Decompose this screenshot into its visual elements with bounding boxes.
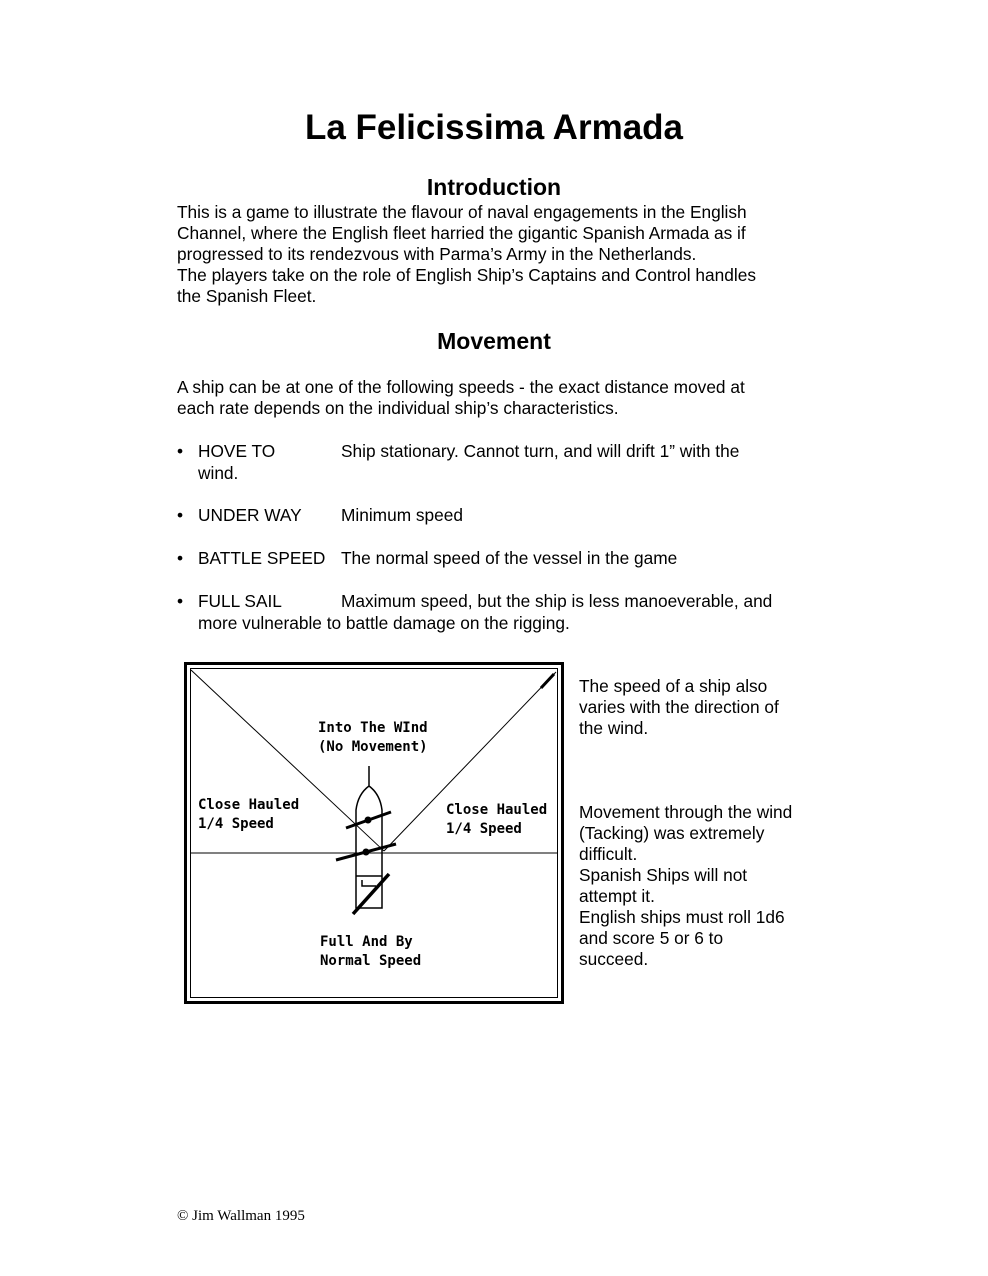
wind-direction-diagram	[184, 662, 564, 1004]
label-quarter-speed-right: 1/4 Speed	[446, 821, 522, 837]
note-line: The speed of a ship also	[579, 676, 768, 696]
label-quarter-speed-left: 1/4 Speed	[198, 816, 274, 832]
movement-intro-line: each rate depends on the individual ship’s characteristics.	[177, 398, 619, 418]
speed-description: Ship stationary. Cannot turn, and will drift 1” with the	[341, 441, 740, 461]
introduction-line: Channel, where the English fleet harried the gigantic Spanish Armada as if	[177, 223, 746, 243]
movement-intro-line: A ship can be at one of the following speeds - the exact distance moved at	[177, 377, 745, 397]
speed-description-continued: wind.	[198, 462, 239, 483]
introduction-line: the Spanish Fleet.	[177, 286, 317, 306]
speed-description: Maximum speed, but the ship is less manoeverable, and	[341, 591, 773, 611]
tacking-note	[579, 802, 819, 970]
introduction-line: This is a game to illustrate the flavour of naval engagements in the English	[177, 202, 747, 222]
introduction-heading: Introduction	[426, 174, 562, 200]
note-line: and score 5 or 6 to	[579, 928, 724, 948]
movement-heading: Movement	[437, 328, 551, 354]
label-no-movement: (No Movement)	[318, 739, 428, 755]
speed-item-battle-speed	[177, 548, 817, 570]
note-line: difficult.	[579, 844, 638, 864]
bullet-icon: •	[177, 441, 184, 461]
speed-description: Minimum speed	[341, 505, 463, 525]
speed-term: BATTLE SPEED	[198, 548, 326, 568]
note-line: Spanish Ships will not	[579, 865, 748, 885]
introduction-line: The players take on the role of English Ship’s Captains and Control handles	[177, 265, 756, 285]
note-line: English ships must roll 1d6	[579, 907, 785, 927]
note-line: Movement through the wind	[579, 802, 793, 822]
label-normal-speed: Normal Speed	[320, 953, 422, 969]
note-line: varies with the direction of	[579, 697, 779, 717]
speed-item-full-sail	[177, 591, 817, 634]
note-line: succeed.	[579, 949, 649, 969]
page-title: La Felicissima Armada	[304, 108, 684, 147]
note-line: (Tacking) was extremely	[579, 823, 765, 843]
label-close-hauled-right: Close Hauled	[446, 802, 548, 818]
note-line: attempt it.	[579, 886, 655, 906]
speed-term: HOVE TO	[198, 441, 276, 461]
speed-description-continued: more vulnerable to battle damage on the rigging.	[198, 612, 570, 633]
copyright-footer: © Jim Wallman 1995	[177, 1208, 305, 1224]
speed-item-under-way	[177, 505, 817, 527]
wind-arrow-head	[541, 674, 554, 688]
note-line: the wind.	[579, 718, 649, 738]
ship-icon	[336, 766, 396, 914]
speed-item-hove-to	[177, 441, 817, 484]
bullet-icon: •	[177, 505, 184, 525]
introduction-line: progressed to its rendezvous with Parma’s Army in the Netherlands.	[177, 244, 697, 264]
label-full-and-by: Full And By	[320, 934, 413, 950]
bullet-icon: •	[177, 591, 184, 611]
label-close-hauled-left: Close Hauled	[198, 797, 300, 813]
speed-term: FULL SAIL	[198, 591, 282, 611]
speed-term: UNDER WAY	[198, 505, 302, 525]
label-into-wind: Into The WInd	[318, 720, 428, 736]
introduction-text	[177, 202, 817, 307]
wind-speed-note	[579, 676, 819, 739]
movement-intro	[177, 377, 817, 419]
bullet-icon: •	[177, 548, 184, 568]
speed-description: The normal speed of the vessel in the game	[341, 548, 678, 568]
